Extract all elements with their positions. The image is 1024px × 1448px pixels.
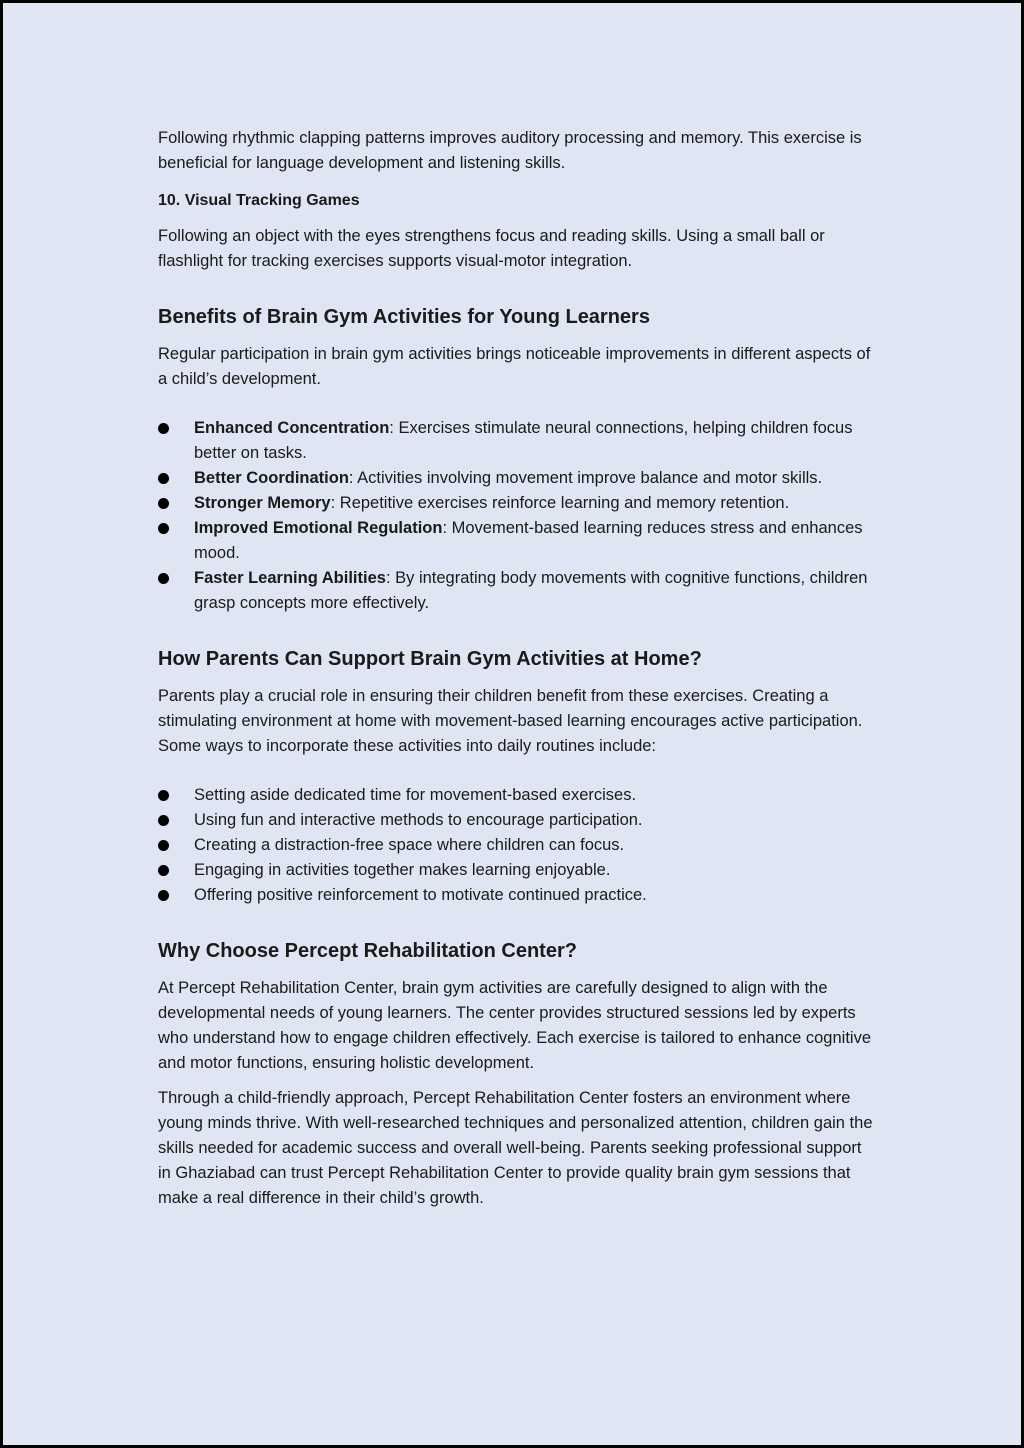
list-item <box>158 466 873 491</box>
bullet-icon <box>158 473 169 484</box>
benefit-term: Enhanced Concentration <box>194 419 390 437</box>
benefit-term: Stronger Memory <box>194 494 331 512</box>
benefit-term: Improved Emotional Regulation <box>194 519 443 537</box>
visual-tracking-paragraph: Following an object with the eyes strengthens focus and reading skills. Using a small ball or flashlight for tracking exercises supports visual-motor integration. <box>158 227 825 270</box>
parents-list <box>158 783 873 908</box>
bullet-icon <box>158 423 169 434</box>
bullet-icon <box>158 498 169 509</box>
visual-tracking-heading: 10. Visual Tracking Games <box>158 192 360 209</box>
list-item <box>158 566 873 616</box>
benefits-intro: Regular participation in brain gym activities brings noticeable improvements in different aspects of a child’s development. <box>158 345 871 388</box>
bullet-icon <box>158 840 169 851</box>
parents-intro: Parents play a crucial role in ensuring their children benefit from these exercises. Creating a stimulating environment at home with movement-based learning encourages active participation. Some ways to incorporate these activities into daily routines include: <box>158 687 863 755</box>
parent-tip-text: Setting aside dedicated time for movement-based exercises. <box>194 786 637 804</box>
benefit-term: Better Coordination <box>194 469 349 487</box>
benefits-list <box>158 416 873 616</box>
clapping-paragraph: Following rhythmic clapping patterns improves auditory processing and memory. This exercise is beneficial for language development and listening skills. <box>158 129 862 172</box>
why-choose-heading: Why Choose Percept Rehabilitation Center? <box>158 940 577 962</box>
list-item <box>158 416 873 466</box>
benefit-term: Faster Learning Abilities <box>194 569 386 587</box>
parent-tip-text: Engaging in activities together makes learning enjoyable. <box>194 861 611 879</box>
list-item <box>158 833 873 858</box>
bullet-icon <box>158 890 169 901</box>
parent-tip-text: Using fun and interactive methods to encourage participation. <box>194 811 643 829</box>
parent-tip-text: Creating a distraction-free space where children can focus. <box>194 836 625 854</box>
why-choose-paragraph-1: At Percept Rehabilitation Center, brain gym activities are carefully designed to align with the developmental needs of young learners. The center provides structured sessions led by experts who understand how to engage children effectively. Each exercise is tailored to enhance cognitive and motor functions, ensuring holistic development. <box>158 979 871 1072</box>
list-item <box>158 783 873 808</box>
benefit-text: : Repetitive exercises reinforce learning and memory retention. <box>330 494 790 512</box>
bullet-icon <box>158 865 169 876</box>
list-item <box>158 516 873 566</box>
bullet-icon <box>158 790 169 801</box>
list-item <box>158 491 873 516</box>
parent-tip-text: Offering positive reinforcement to motivate continued practice. <box>194 886 647 904</box>
benefit-text: : Activities involving movement improve balance and motor skills. <box>348 469 823 487</box>
list-item <box>158 808 873 833</box>
list-item <box>158 883 873 908</box>
list-item <box>158 858 873 883</box>
bullet-icon <box>158 815 169 826</box>
page-content <box>158 126 873 1221</box>
benefit-text: : By integrating body movements with cognitive functions, children grasp concepts more effectively. <box>194 569 868 612</box>
benefit-text: : Exercises stimulate neural connections, helping children focus better on tasks. <box>194 419 853 462</box>
why-choose-paragraph-2: Through a child-friendly approach, Percept Rehabilitation Center fosters an environment where young minds thrive. With well-researched techniques and personalized attention, children gain the skills needed for academic success and overall well-being. Parents seeking professional support in Ghaziabad can trust Percept Rehabilitation Center to provide quality brain gym sessions that make a real difference in their child’s growth. <box>158 1089 873 1207</box>
benefits-heading: Benefits of Brain Gym Activities for Young Learners <box>158 306 650 328</box>
benefit-text: : Movement-based learning reduces stress and enhances mood. <box>194 519 863 562</box>
bullet-icon <box>158 523 169 534</box>
bullet-icon <box>158 573 169 584</box>
parents-heading: How Parents Can Support Brain Gym Activities at Home? <box>158 648 702 670</box>
